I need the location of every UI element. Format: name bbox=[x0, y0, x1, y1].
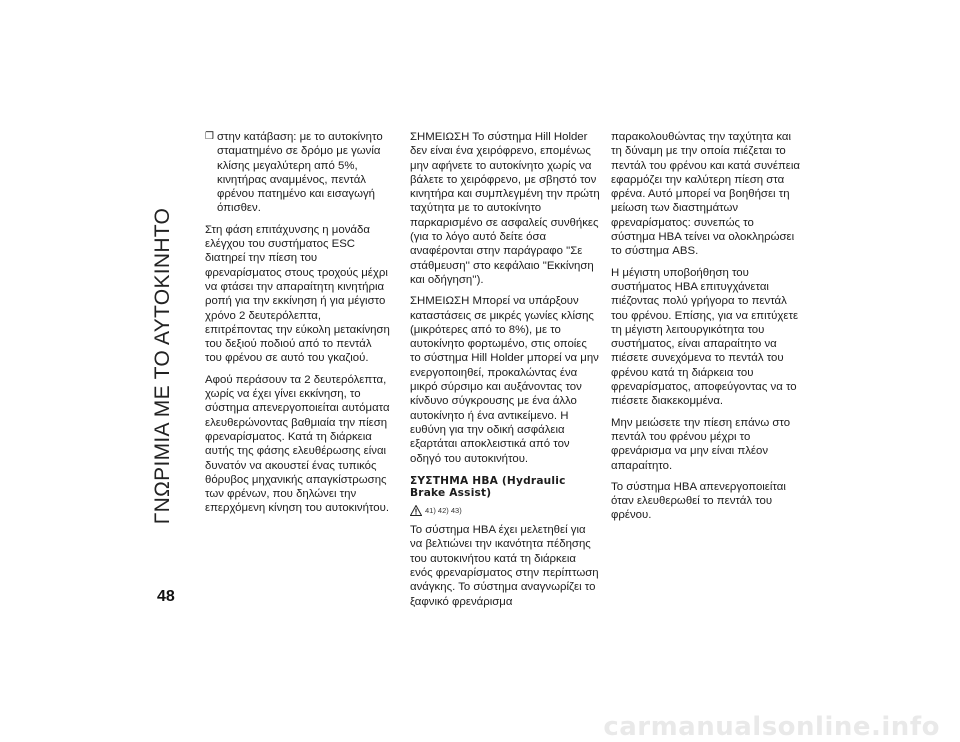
paragraph: Το σύστημα HBA έχει μελετηθεί για να βελτιώνει την ικανότητα πέδησης του αυτοκινήτου κατά τη διάρκεια ενός φρεναρίσματος στην περίπτωση ανάγκης. Το σύστημα αναγνωρίζει το ξαφνικό φρενάρισμα bbox=[410, 524, 599, 608]
paragraph: Η μέγιστη υποβοήθηση του συστήματος HBA επιτυγχάνεται πιέζοντας πολύ γρήγορα το πεντάλ του φρένου. Επίσης, για να επιτύχετε τη μέγιστη λειτουργικότητα του συστήματος, είναι απαραίτητο να πιέσετε συνεχόμενα το πεντάλ του φρένου κατά τη διάρκεια του φρεναρίσματος, αποφεύγοντας να το πιέσετε διακεκομμένα. bbox=[611, 266, 799, 408]
warning-reference bbox=[410, 504, 600, 518]
page-number: 48 bbox=[157, 588, 175, 605]
chapter-side-title: ΓΝΩΡΙΜΙΑ ΜΕ ΤΟ ΑΥΤΟΚΙΝΗΤΟ bbox=[151, 207, 174, 525]
list-item bbox=[205, 130, 391, 216]
warning-refs: 41) 42) 43) bbox=[425, 505, 462, 515]
checkbox-bullet-icon: ❒ bbox=[205, 131, 214, 142]
bullet-text: στην κατάβαση: με το αυτοκίνητο σταματημένο σε δρόμο με γωνία κλίσης μεγαλύτερη από 5%, κινητήρας αναμμένος, πεντάλ φρένου πατημένο και εισαγωγή όπισθεν. bbox=[217, 131, 383, 215]
section-heading: ΣΥΣΤΗΜΑ HBA (Hydraulic Brake Assist) bbox=[410, 474, 566, 500]
paragraph: Μην μειώσετε την πίεση επάνω στο πεντάλ του φρένου μέχρι το φρενάρισμα να μην είναι πλέον απαραίτητο. bbox=[611, 416, 791, 472]
text-column-3 bbox=[611, 130, 801, 530]
note-paragraph: ΣΗΜΕΙΩΣΗ Το σύστημα Hill Holder δεν είναι ένα χειρόφρενο, επομένως μην αφήνετε το αυτοκίνητο χωρίς να βάλετε το χειρόφρενο, με σβηστό τον κινητήρα και συμπλεγμένη την πρώτη ταχύτητα με το αυτοκίνητο παρκαρισμένο σε ασφαλείς συνθήκες (για το λόγο αυτό δείτε όσα αναφέρονται στην παράγραφο "Σε στάθμευση'' στο κεφάλαιο "Εκκίνηση και οδήγηση''). bbox=[410, 131, 600, 286]
warning-triangle-icon bbox=[410, 505, 422, 516]
note-paragraph: ΣΗΜΕΙΩΣΗ Μπορεί να υπάρξουν καταστάσεις σε μικρές γωνίες κλίσης (μικρότερες από το 8%), με το αυτοκίνητο φορτωμένο, στις οποίες το σύστημα Hill Holder μπορεί να μην ενεργοποιηθεί, προκαλώντας ένα μικρό σύρσιμο και αυξάνοντας τον κίνδυνο σύγκρουσης με ένα άλλο αυτοκίνητο ή ένα αντικείμενο. Η ευθύνη για την οδική ασφάλεια εξαρτάται αποκλειστικά από τον οδηγό του αυτοκινήτου. bbox=[410, 295, 599, 465]
watermark: carmanualsonline.info bbox=[603, 712, 940, 742]
paragraph: Αφού περάσουν τα 2 δευτερόλεπτα, χωρίς να έχει γίνει εκκίνηση, το σύστημα απενεργοποιείται αυτόματα ελευθερώνοντας βαθμιαία την πίεση φρεναρίσματος. Κατά τη διάρκεια αυτής της φάσης ελευθέρωσης είναι δυνατόν να ακουστεί ένας τυπικός θόρυβος μηχανικής απαγκίστρωσης των φρένων, που δηλώνει την επερχόμενη κίνηση του αυτοκινήτου. bbox=[205, 373, 390, 515]
text-column-1 bbox=[205, 130, 391, 523]
paragraph: παρακολουθώντας την ταχύτητα και τη δύναμη με την οποία πιέζεται το πεντάλ του φρένου και κατά συνέπεια εφαρμόζει την καλύτερη πίεση στα φρένα. Αυτό μπορεί να βοηθήσει τη μείωση των διαστημάτων φρεναρίσματος: συνεπώς το σύστημα HBA τείνει να ολοκληρώσει το σύστημα ABS. bbox=[611, 131, 801, 258]
paragraph: Το σύστημα HBA απενεργοποιείται όταν ελευθερωθεί το πεντάλ του φρένου. bbox=[611, 480, 786, 522]
text-column-2 bbox=[410, 130, 600, 616]
paragraph: Στη φάση επιτάχυνσης η μονάδα ελέγχου του συστήματος ESC διατηρεί την πίεση του φρεναρίσματος στους τροχούς μέχρι να φτάσει την απαραίτητη κινητήρια ροπή για την εκκίνηση ή για μέγιστο χρόνο 2 δευτερόλεπτα, επιτρέποντας την εύκολη μετακίνηση του δεξιού ποδιού από το πεντάλ του φρένου σε αυτό του γκαζιού. bbox=[205, 223, 390, 365]
